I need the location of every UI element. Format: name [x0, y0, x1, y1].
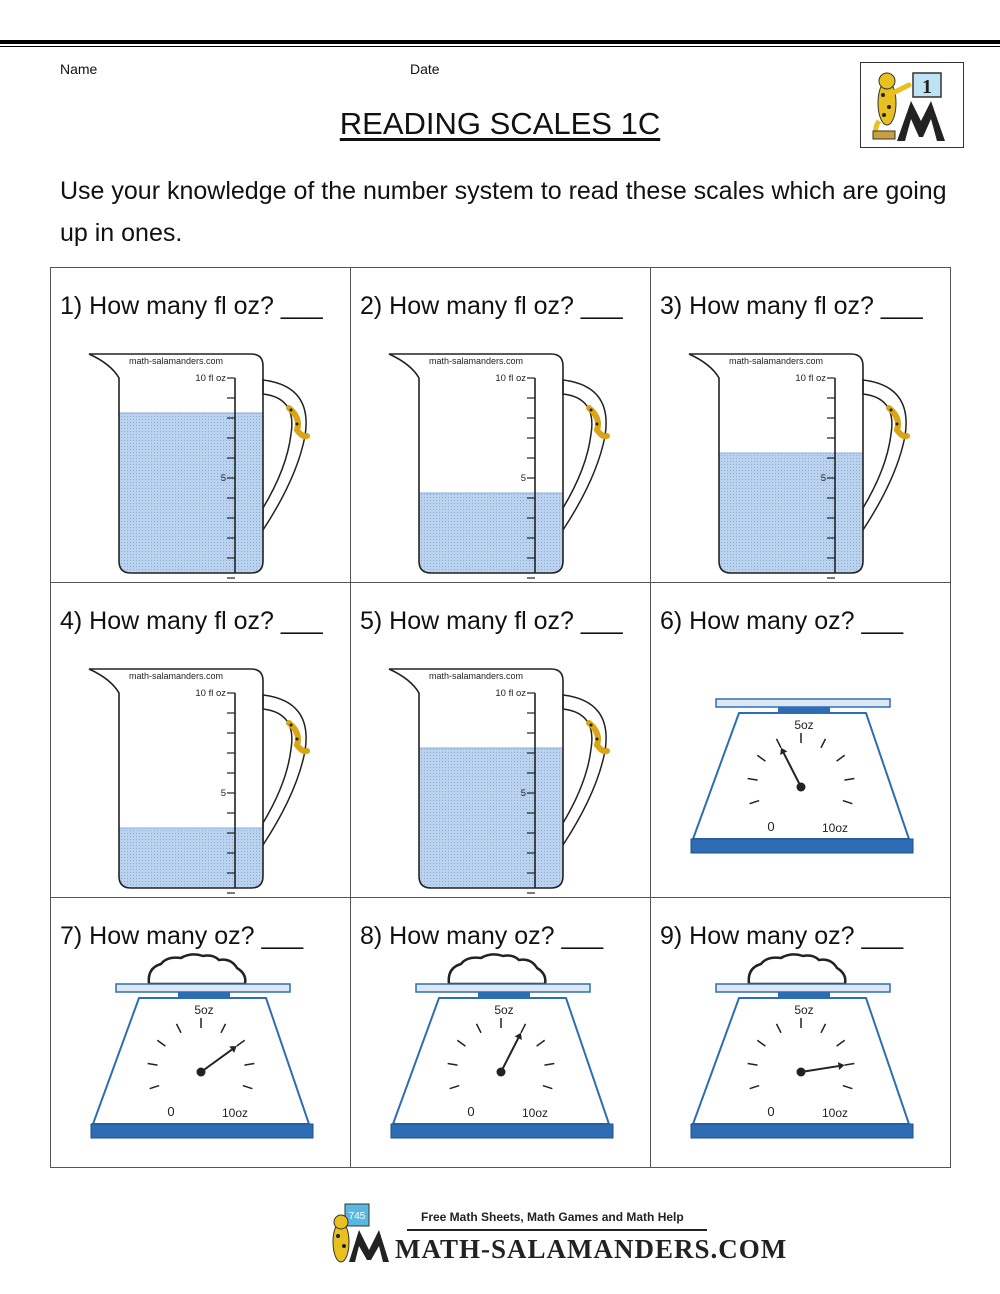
dial-label-10oz: 10oz	[821, 821, 849, 835]
dial-label-5oz: 5oz	[194, 1003, 214, 1017]
jug-max-label: 10 fl oz	[195, 373, 226, 384]
measuring-jug-3	[651, 268, 951, 583]
jug-site-label: math-salamanders.com	[128, 671, 224, 681]
jug-handle	[863, 380, 906, 530]
scale-platform	[716, 699, 890, 707]
measuring-jug-1	[51, 268, 351, 583]
jug-mid-label: 5	[220, 788, 226, 799]
dial-pivot	[197, 1068, 206, 1077]
jug-site-label: math-salamanders.com	[428, 356, 524, 366]
jug-mid-label: 5	[220, 473, 226, 484]
question-6-prompt: 6) How many oz? ___	[660, 607, 904, 635]
dial-label-zero: 0	[467, 1104, 475, 1119]
question-5-prompt: 5) How many fl oz? ___	[360, 607, 623, 635]
footer-logo	[325, 1200, 788, 1272]
question-grid	[50, 267, 951, 1168]
worksheet-title: READING SCALES 1C	[339, 106, 661, 141]
jug-max-label: 10 fl oz	[795, 373, 826, 384]
weight-object	[749, 954, 846, 984]
logo-number: 1	[922, 76, 932, 98]
jug-water	[719, 453, 863, 573]
instructions-text: Use your knowledge of the number system to read these scales which are going up in ones.	[60, 177, 947, 247]
jug-mid-label: 5	[820, 473, 826, 484]
question-cell-7	[51, 898, 351, 1168]
weight-object	[149, 954, 246, 984]
jug-site-label: math-salamanders.com	[128, 356, 224, 366]
jug-handle	[563, 695, 606, 845]
jug-max-label: 10 fl oz	[495, 373, 526, 384]
dial-pivot	[797, 783, 806, 792]
dial-label-5oz: 5oz	[794, 1003, 814, 1017]
scale-platform	[116, 984, 290, 992]
dial-label-10oz: 10oz	[221, 1106, 249, 1120]
question-cell-3	[651, 268, 951, 583]
jug-water	[119, 413, 263, 573]
date-label: Date	[410, 61, 440, 77]
jug-mid-label: 5	[520, 473, 526, 484]
dial-label-10oz: 10oz	[521, 1106, 549, 1120]
scale-base	[91, 1124, 313, 1138]
footer-tagline: Free Math Sheets, Math Games and Math Help	[421, 1210, 684, 1224]
dial-label-5oz: 5oz	[794, 718, 814, 732]
weighing-scale-7	[51, 898, 351, 1168]
measuring-jug-4	[51, 583, 351, 898]
weight-object	[449, 954, 546, 984]
dial-label-5oz: 5oz	[494, 1003, 514, 1017]
scale-platform	[716, 984, 890, 992]
top-rule-thick	[0, 40, 1000, 44]
question-7-prompt: 7) How many oz? ___	[60, 922, 304, 950]
scale-base	[391, 1124, 613, 1138]
name-label: Name	[60, 61, 98, 77]
jug-water	[419, 748, 563, 888]
question-cell-5	[351, 583, 651, 898]
jug-site-label: math-salamanders.com	[728, 356, 824, 366]
jug-site-label: math-salamanders.com	[428, 671, 524, 681]
question-cell-1	[51, 268, 351, 583]
question-cell-2	[351, 268, 651, 583]
question-8-prompt: 8) How many oz? ___	[360, 922, 604, 950]
dial-pivot	[497, 1068, 506, 1077]
weighing-scale-6	[651, 583, 951, 898]
dial-label-10oz: 10oz	[821, 1106, 849, 1120]
footer-brand: MATH-SALAMANDERS.COM	[395, 1234, 788, 1264]
dial-label-zero: 0	[767, 1104, 775, 1119]
question-2-prompt: 2) How many fl oz? ___	[360, 292, 623, 320]
question-3-prompt: 3) How many fl oz? ___	[660, 292, 923, 320]
question-cell-8	[351, 898, 651, 1168]
scale-base	[691, 839, 913, 853]
jug-water	[419, 493, 563, 573]
dial-label-zero: 0	[767, 819, 775, 834]
scale-base	[691, 1124, 913, 1138]
jug-mid-label: 5	[520, 788, 526, 799]
question-9-prompt: 9) How many oz? ___	[660, 922, 904, 950]
weighing-scale-9	[651, 898, 951, 1168]
jug-max-label: 10 fl oz	[195, 688, 226, 699]
question-4-prompt: 4) How many fl oz? ___	[60, 607, 323, 635]
top-rule-thin	[0, 46, 1000, 47]
jug-water	[119, 828, 263, 888]
measuring-jug-5	[351, 583, 651, 898]
jug-handle	[263, 695, 306, 845]
measuring-jug-2	[351, 268, 651, 583]
jug-handle	[563, 380, 606, 530]
question-cell-9	[651, 898, 951, 1168]
dial-label-zero: 0	[167, 1104, 175, 1119]
footer-sign-text: 745	[348, 1211, 366, 1222]
scale-platform	[416, 984, 590, 992]
question-cell-6	[651, 583, 951, 898]
question-1-prompt: 1) How many fl oz? ___	[60, 292, 323, 320]
dial-pivot	[797, 1068, 806, 1077]
weighing-scale-8	[351, 898, 651, 1168]
question-cell-4	[51, 583, 351, 898]
jug-handle	[263, 380, 306, 530]
jug-max-label: 10 fl oz	[495, 688, 526, 699]
